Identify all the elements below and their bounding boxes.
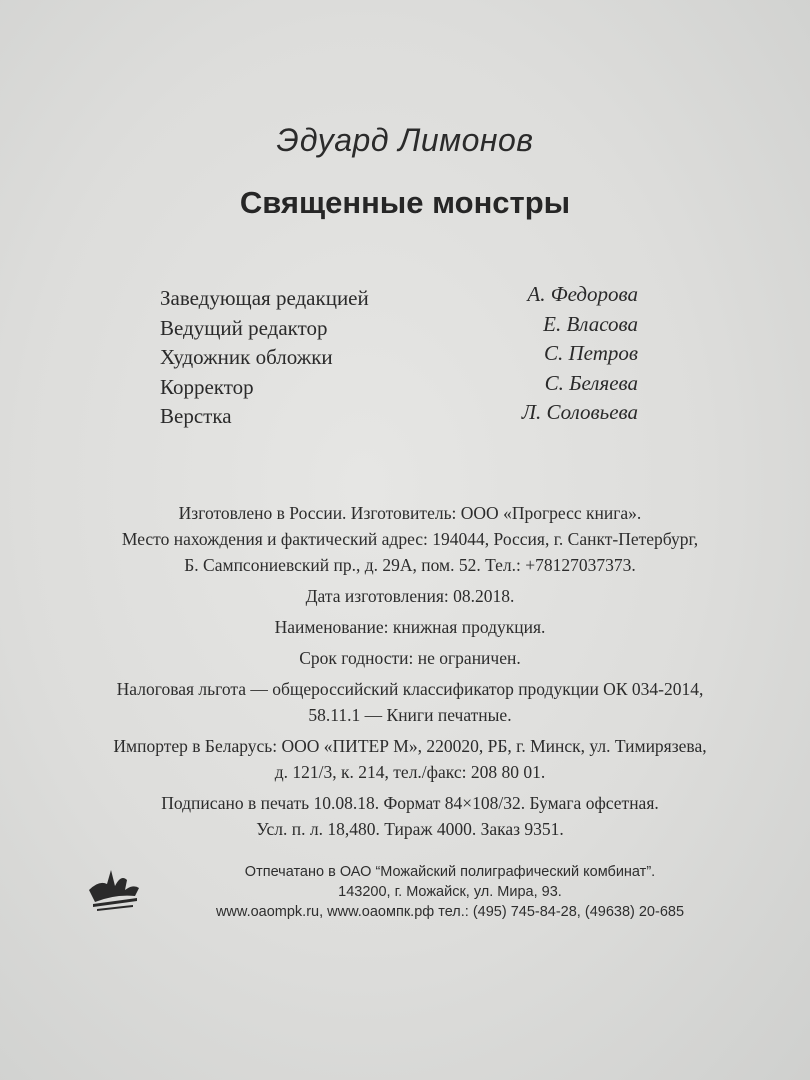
print-specs-line: Усл. п. л. 18,480. Тираж 4000. Заказ 9351. <box>256 819 564 839</box>
print-specs-line: Подписано в печать 10.08.18. Формат 84×108/32. Бумага офсетная. <box>161 793 659 813</box>
shelf-life: Срок годности: не ограничен. <box>299 648 521 668</box>
printer-contacts: www.oaompk.ru, www.оаомпк.рф тел.: (495) 745-84-28, (49638) 20-685 <box>215 904 685 920</box>
printer-address: 143200, г. Можайск, ул. Мира, 93. <box>338 884 562 900</box>
credit-name: А. Федорова <box>527 282 638 306</box>
tax-benefit-line: Налоговая льгота — общероссийский классификатор продукции ОК 034-2014, <box>116 679 704 699</box>
credit-name: С. Беляева <box>544 370 638 395</box>
book-author: Эдуард Лимонов <box>276 122 534 158</box>
importer-line: Импортер в Беларусь: ООО «ПИТЕР М», 220020, РБ, г. Минск, ул. Тимирязева, <box>113 736 707 756</box>
credit-role: Заведующая редакцией <box>160 286 369 310</box>
credit-row <box>160 400 640 434</box>
credit-name: С. Петров <box>544 341 638 365</box>
manufacturer-address-line: Б. Сампсониевский пр., д. 29А, пом. 52. Тел.: +78127037373. <box>184 555 636 575</box>
credit-role: Художник обложки <box>160 345 333 369</box>
tax-benefit-line: 58.11.1 — Книги печатные. <box>308 705 512 725</box>
printing-house-logo-icon <box>85 860 145 920</box>
manufacturer-address-line: Место нахождения и фактический адрес: 194044, Россия, г. Санкт-Петербург, <box>121 529 699 549</box>
printer-name: Отпечатано в ОАО “Можайский полиграфический комбинат”. <box>244 864 656 880</box>
importer-line: д. 121/3, к. 214, тел./факс: 208 80 01. <box>274 762 546 782</box>
imprint-block <box>40 500 780 842</box>
credit-role: Корректор <box>160 374 254 399</box>
product-name: Наименование: книжная продукция. <box>274 617 546 637</box>
credits-list <box>160 282 640 434</box>
manufacturer-line: Изготовлено в России. Изготовитель: ООО «Прогресс книга». <box>178 503 642 523</box>
credit-name: Л. Соловьева <box>521 400 638 424</box>
credit-role: Ведущий редактор <box>160 315 328 340</box>
book-title: Священные монстры <box>239 185 571 220</box>
printer-info <box>85 860 745 935</box>
credit-role: Верстка <box>160 404 232 428</box>
printer-text <box>140 862 760 922</box>
manufacture-date: Дата изготовления: 08.2018. <box>305 586 515 606</box>
credit-name: Е. Власова <box>543 311 638 336</box>
